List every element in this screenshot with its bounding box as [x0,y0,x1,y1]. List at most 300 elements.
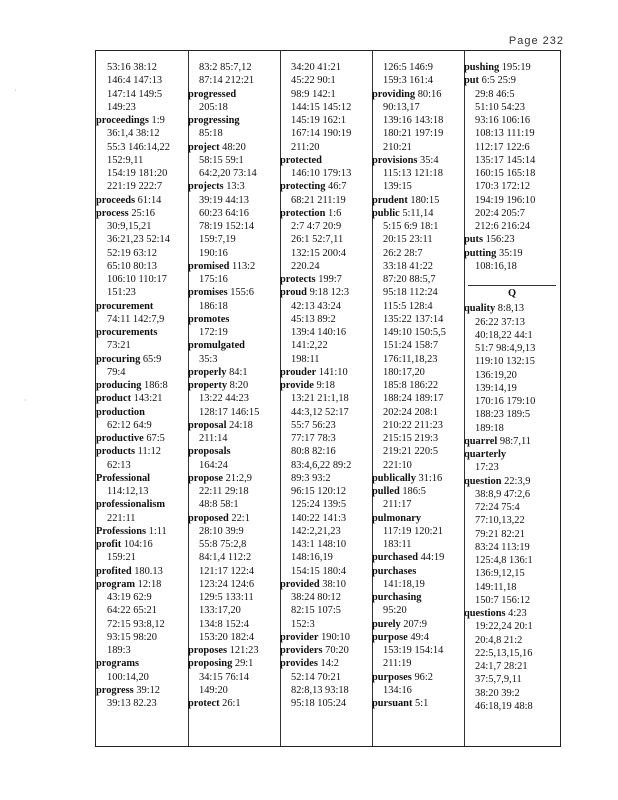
index-reference-line: 141:18,19 [383,578,425,590]
index-term: pushing [464,62,500,73]
index-reference-line: 150:7 156:12 [475,594,531,606]
letter-divider-space [464,273,560,281]
index-entry [464,61,560,74]
index-term: puts [464,234,484,246]
letter-section-heading: Q [468,285,556,300]
index-reference-line: 140:22 141:3 [291,512,347,524]
index-references: 186:5 [399,486,427,497]
index-reference-line: 154:15 180:4 [291,565,347,577]
index-term: proposed [188,512,229,524]
index-entry [372,671,464,684]
index-term: pursuant [372,698,413,709]
index-entry [372,472,464,485]
index-reference-line: 62:13 [107,459,131,471]
index-term: product [96,393,132,405]
index-entry [188,419,280,432]
index-entry [188,114,280,127]
index-entry [372,591,464,604]
index-term: process [96,207,129,219]
index-reference-line: 37:5,7,9,11 [475,674,522,686]
index-reference-line: 180:17,20 [383,366,425,378]
index-entry [96,194,188,207]
index-reference-line: 89:3 93:2 [291,472,331,484]
index-term: provided [280,578,320,590]
index-entry [280,273,372,286]
index-term: purchased [372,552,419,564]
index-references: 49:4 [407,631,429,643]
index-reference-line: 212:6 216:24 [475,221,531,232]
index-reference-line: 126:5 146:9 [383,62,433,73]
index-entry [280,286,372,299]
index-reference-line: 95:18 105:24 [291,698,347,709]
index-references: 199:7 [315,274,342,285]
index-entry [464,247,560,260]
index-reference-line: 134:8 152:4 [199,618,249,630]
index-term: put [464,75,480,87]
index-term: putting [464,247,497,259]
index-term: promotes [188,313,230,325]
index-term: providing [372,88,416,100]
index-reference-line: 151:23 [107,287,136,299]
index-term: prudent [372,194,408,206]
index-entry [96,445,188,458]
index-reference-line: 38:8,9 47:2,6 [475,488,531,500]
index-reference-line: 36:1,4 38:12 [107,128,160,140]
index-reference-line: 72:24 75:4 [475,502,520,513]
index-reference-line: 149:20 [199,684,228,696]
index-reference-line: 78:19 152:14 [199,221,255,232]
index-reference-line: 52:14 70:21 [291,671,341,683]
index-entry [96,578,188,591]
index-term: progressed [188,88,237,100]
index-references: 26:1 [219,698,241,709]
index-reference-line: 170:3 172:12 [475,181,531,193]
index-entry [188,366,280,379]
index-reference-line: 129:5 133:11 [199,592,254,603]
index-term: protected [280,154,322,166]
index-entry [280,379,372,392]
index-reference-line: 28:10 39:9 [199,525,244,537]
index-reference-line: 159:3 161:4 [383,75,433,87]
index-reference-line: 220.24 [291,260,320,272]
index-term: provider [280,631,319,643]
index-reference-line: 22:11 29:18 [199,486,249,497]
index-reference-line: 80:8 82:16 [291,446,336,458]
index-reference-line: 13:21 21:1,18 [291,393,349,405]
index-entry [372,551,464,564]
index-entry [96,207,188,220]
index-reference-line: 34:20 41:21 [291,62,341,73]
index-reference-line: 53:16 38:12 [107,62,157,73]
index-reference-line: 139:16 143:18 [383,115,444,126]
index-references: 80:16 [415,88,442,100]
index-term: protects [280,274,316,285]
index-entry [96,657,188,670]
index-reference-line: 96:15 120:12 [291,486,347,497]
index-term: promulgated [188,340,245,352]
index-reference-line: 149:11,18 [475,581,517,593]
index-reference-line: 36:21,23 52:14 [107,234,170,246]
index-column-2 [188,51,281,746]
index-reference-line: 153:20 182:4 [199,631,255,643]
index-term: publically [372,472,416,484]
index-references: 180.13 [131,565,163,577]
index-reference-line: 148:16,19 [291,552,333,564]
index-reference-line: 121:17 122:4 [199,565,255,577]
index-reference-line: 189:18 [475,422,504,434]
index-term: providers [280,645,323,656]
index-entry [188,445,280,458]
index-entry [280,366,372,379]
index-references: 25:16 [128,207,155,219]
index-reference-line: 46:18,19 48:8 [475,700,533,712]
index-reference-line: 115:13 121:18 [383,168,443,179]
index-references: 113:2 [229,260,256,272]
index-entry [96,432,188,445]
index-reference-line: 73:21 [107,340,131,352]
index-references: 24:18 [226,419,253,431]
index-entry [96,379,188,392]
index-references: 29:1 [232,658,254,670]
index-term: procurement [96,300,154,312]
index-references: 6:5 25:9 [479,75,516,87]
index-reference-line: 64:2,20 73:14 [199,168,257,179]
index-references: 5:1 [412,698,429,709]
index-term: proceeds [96,194,136,206]
index-reference-line: 134:16 [383,684,412,696]
index-references: 9:18 12:3 [306,287,350,299]
index-entry [188,512,280,525]
index-reference-line: 147:14 149:5 [107,88,163,100]
index-reference-line: 175:16 [199,274,228,285]
index-reference-line: 24:1,7 28:21 [475,661,528,672]
index-reference-line: 164:24 [199,459,228,471]
index-entry [372,194,464,207]
index-references: 11:12 [135,446,161,458]
index-term: profited [96,565,132,577]
index-term: procurements [96,327,158,338]
index-term: pulmonary [372,512,422,524]
index-reference-line: 128:17 146:15 [199,406,260,418]
page-number: Page 232 [508,35,564,47]
index-entry [96,114,188,127]
index-reference-line: 114:12,13 [107,486,149,497]
index-reference-line: 77:17 78:3 [291,433,336,444]
index-column-1 [96,51,189,746]
index-term: provides [280,658,318,670]
index-reference-line: 188:24 189:17 [383,393,444,405]
index-reference-line: 95:20 [383,605,407,617]
index-reference-line: 38:20 39:2 [475,687,520,699]
index-references: 35:4 [417,154,439,166]
index-references: 186:8 [141,380,168,391]
index-reference-line: 112:17 122:6 [475,141,530,153]
index-term: quarrel [464,435,498,447]
index-references: 155:6 [227,287,254,299]
index-reference-line: 64:22 65:21 [107,605,157,617]
index-references: 84:1 [226,366,248,378]
index-term: questions [464,608,506,619]
index-references: 104:16 [121,539,153,550]
index-references: 48:20 [219,141,246,153]
index-entry [96,565,188,578]
index-term: quarterly [464,449,507,460]
index-reference-line: 93:15 98:20 [107,631,157,643]
index-reference-line: 45:22 90:1 [291,75,336,87]
index-references: 67:5 [143,433,165,444]
index-reference-line: 13:22 44:23 [199,393,249,405]
index-references: 39:12 [133,684,160,696]
index-reference-line: 84:1,4 112:2 [199,552,252,564]
index-reference-line: 26:1 52:7,11 [291,234,344,246]
index-reference-line: 19:22,24 20:1 [475,621,533,633]
index-entry [280,657,372,670]
index-reference-line: 34:15 76:14 [199,671,249,683]
index-reference-line: 55:7 56:23 [291,419,336,431]
index-reference-line: 170:16 179:10 [475,396,536,407]
index-references: 4:23 [505,608,527,619]
index-references: 22:3,9 [501,475,531,487]
index-term: protection [280,207,326,219]
index-entry [96,392,188,405]
index-references: 65:9 [140,353,162,365]
index-reference-line: 141:2,22 [291,340,328,352]
index-entry [96,684,188,697]
index-references: 31:16 [415,472,443,484]
index-reference-line: 22:5,13,15,16 [475,647,533,659]
index-reference-line: 211:17 [383,499,412,511]
index-column-3 [280,51,373,746]
index-references: 70:20 [322,645,349,656]
index-reference-line: 20:4,8 21:2 [475,634,523,646]
index-reference-line: 221:19 222:7 [107,181,163,193]
index-reference-line: 30:9,15,21 [107,221,152,232]
index-reference-line: 85:18 [199,128,223,140]
index-references: 46:7 [325,181,347,193]
index-entry [96,406,188,419]
index-reference-line: 135:17 145:14 [475,154,536,166]
index-entry [372,154,464,167]
index-reference-line: 125:4,8 136:1 [475,555,533,566]
index-entry [464,233,560,246]
index-reference-line: 68:21 211:19 [291,194,346,206]
index-reference-line: 98:9 142:1 [291,88,336,100]
index-reference-line: 145:19 162:1 [291,115,347,126]
index-references: 121:23 [227,645,259,656]
index-entry [188,644,280,657]
index-references: 190:10 [318,631,350,643]
index-reference-line: 108:16,18 [475,260,517,272]
index-references: 21:2,9 [223,472,252,484]
index-references: 5:11,14 [399,207,434,219]
index-reference-line: 42:13 43:24 [291,300,341,312]
index-reference-line: 144:15 145:12 [291,101,352,113]
index-reference-line: 188:23 189:5 [475,409,531,421]
index-entry [372,618,464,631]
index-term: proposes [188,645,228,656]
index-reference-line: 45:13 89:2 [291,313,336,325]
index-reference-line: 40:18,22 44:1 [475,329,533,341]
index-entry [280,578,372,591]
index-references: 143:21 [131,393,163,405]
index-reference-line: 48:8 58:1 [199,499,239,511]
index-term: purposes [372,671,412,683]
index-reference-line: 83:2 85:7,12 [199,62,252,73]
scan-speck: · [14,86,17,95]
index-reference-line: 183:11 [383,539,412,550]
index-entry [96,498,188,511]
index-reference-line: 154:19 181:20 [107,168,168,179]
index-entry [372,207,464,220]
index-reference-line: 185:8 186:22 [383,380,439,391]
index-term: Professions [96,525,147,537]
index-term: purchases [372,565,417,577]
index-reference-line: 133:17,20 [199,605,241,617]
index-entry [372,565,464,578]
index-reference-line: 5:15 6:9 18:1 [383,221,439,232]
index-reference-line: 211:20 [291,141,320,153]
index-entry [372,697,464,710]
index-reference-line: 17:23 [475,462,499,474]
index-entry [96,326,188,339]
index-reference-line: 167:14 190:19 [291,128,352,140]
index-entry [96,525,188,538]
index-term: pulled [372,486,400,497]
index-term: quality [464,303,496,315]
index-term: protecting [280,181,326,193]
index-term: program [96,578,136,590]
index-reference-line: 100:14,20 [107,671,149,683]
index-reference-line: 215:15 219:3 [383,433,439,444]
index-entry [188,472,280,485]
index-reference-line: 77:10,13,22 [475,515,525,527]
index-reference-line: 51:10 54:23 [475,101,525,113]
index-reference-line: 72:15 93:8,12 [107,618,165,630]
index-references: 8:20 [227,380,249,391]
index-reference-line: 117:19 120:21 [383,525,443,537]
index-entry [464,475,560,488]
index-references: 141:10 [316,366,348,378]
index-reference-line: 172:19 [199,327,228,338]
index-term: promised [188,260,230,272]
index-entry [96,353,188,366]
index-entry [464,607,560,620]
index-reference-line: 33:18 41:22 [383,260,433,272]
index-references: 22:1 [228,512,250,524]
index-reference-line: 135:22 137:14 [383,313,444,325]
index-entry [372,88,464,101]
index-entry [96,300,188,313]
index-term: properly [188,366,227,378]
index-reference-line: 26:22 37:13 [475,316,525,328]
index-reference-line: 83:24 113:19 [475,541,530,553]
index-entry [188,697,280,710]
index-reference-line: 205:18 [199,101,228,113]
index-reference-line: 151:24 158:7 [383,340,439,352]
index-reference-line: 202:4 205:7 [475,207,525,219]
index-term: protect [188,698,220,709]
index-term: proposals [188,446,231,458]
index-reference-line: 149:10 150:5,5 [383,327,446,338]
index-entry [188,379,280,392]
index-reference-line: 139:15 [383,181,412,193]
index-references: 9:18 [313,380,335,391]
index-entry [464,435,560,448]
index-reference-line: 55:3 146:14,22 [107,141,170,153]
index-reference-line: 119:10 132:15 [475,356,535,368]
index-term: progressing [188,115,240,126]
index-reference-line: 136:9,12,15 [475,568,525,580]
index-references: 180:15 [407,194,440,206]
index-reference-line: 210:22 211:23 [383,419,443,431]
index-term: provide [280,380,314,391]
index-entry [188,260,280,273]
index-entry [280,631,372,644]
index-reference-line: 186:18 [199,300,228,312]
index-term: producing [96,380,142,391]
index-reference-line: 44:3,12 52:17 [291,406,349,418]
index-reference-line: 221:10 [383,459,412,471]
index-term: purpose [372,631,408,643]
index-reference-line: 136:19,20 [475,369,517,381]
index-reference-line: 139:4 140:16 [291,327,347,338]
index-reference-line: 79:4 [107,366,126,378]
index-reference-line: 202:24 208:1 [383,406,439,418]
index-reference-line: 180:21 197:19 [383,128,444,140]
index-references: 14:2 [317,658,339,670]
index-reference-line: 194:19 196:10 [475,194,536,206]
index-term: proceedings [96,115,149,126]
index-term: prouder [280,366,317,378]
index-entry [280,154,372,167]
index-reference-line: 159:21 [107,552,136,564]
index-reference-line: 39:19 44:13 [199,194,249,206]
index-column-5 [464,51,560,746]
index-reference-line: 82:8,13 93:18 [291,684,349,696]
index-reference-line: 153:19 154:14 [383,645,444,656]
index-term: professionalism [96,499,166,511]
index-entry [464,448,560,461]
index-term: procuring [96,353,141,365]
index-references: 12:18 [135,578,162,590]
index-reference-line: 190:16 [199,247,228,259]
index-reference-line: 125:24 139:5 [291,499,347,511]
index-term: propose [188,472,224,484]
index-entry [372,512,464,525]
index-entry [280,207,372,220]
index-references: 13:3 [223,181,245,193]
index-reference-line: 58:15 59:1 [199,154,244,166]
index-term: products [96,446,136,458]
index-references: 1:6 [325,207,342,219]
index-entry [464,302,560,315]
index-term: projects [188,181,224,193]
index-reference-line: 146:10 179:13 [291,168,352,179]
index-reference-line: 106:10 110:17 [107,274,167,285]
index-references: 35:19 [496,247,523,259]
index-term: progress [96,684,134,696]
index-reference-line: 87:14 212:21 [199,75,255,87]
index-reference-line: 149:23 [107,101,136,113]
index-references: 98:7,11 [497,435,531,447]
index-reference-line: 52:19 63:12 [107,247,157,259]
index-entry [280,180,372,193]
index-column-4 [372,51,465,746]
index-term: promises [188,287,228,299]
index-reference-line: 79:21 82:21 [475,528,525,540]
index-reference-line: 83:4,6,22 89:2 [291,459,352,471]
index-term: proposal [188,419,227,431]
